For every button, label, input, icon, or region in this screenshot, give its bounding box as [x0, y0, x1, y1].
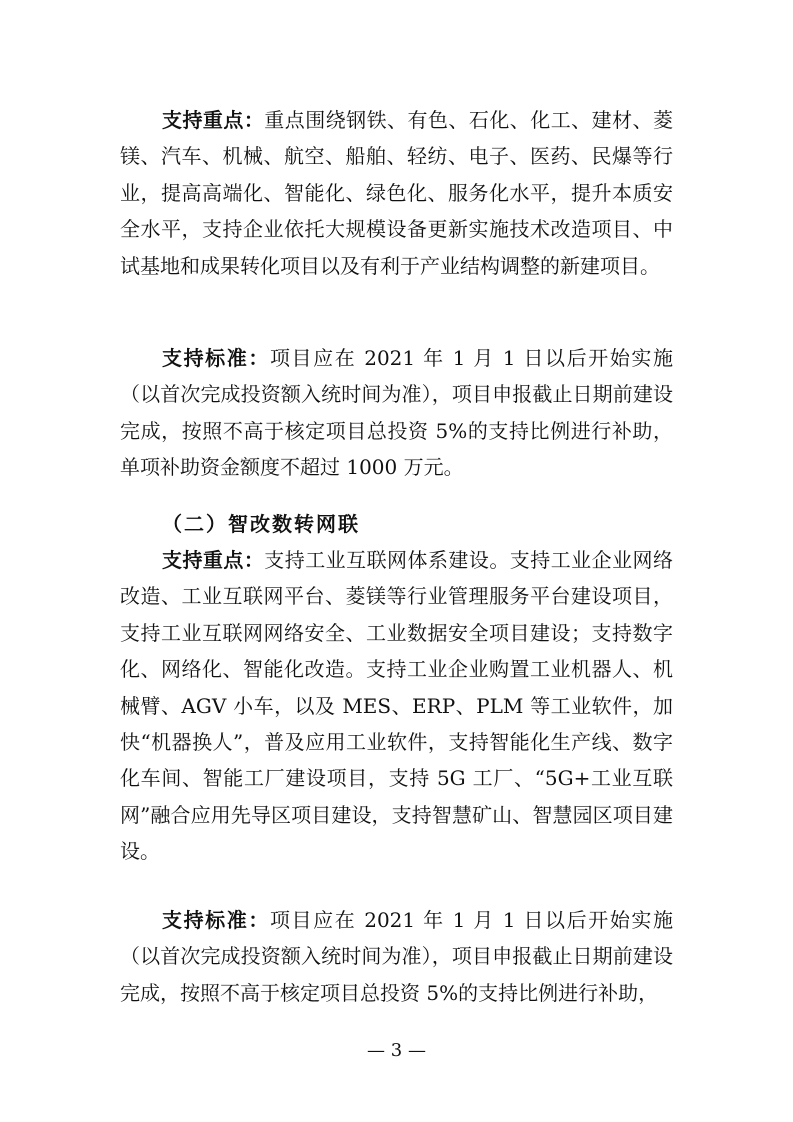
section2-focus-paragraph	[120, 542, 673, 870]
section2-standard-text: 项目应在 2021 年 1 月 1 日以后开始实施（以首次完成投资额入统时间为准），项目申报截止日期前建设完成，按照不高于核定项目总投资 5%的支持比例进行补助，	[120, 908, 673, 1005]
section1-focus-label: 支持重点：	[162, 108, 265, 132]
section2-standard-paragraph	[120, 902, 673, 1011]
section1-standard-text: 项目应在 2021 年 1 月 1 日以后开始实施（以首次完成投资额入统时间为准），项目申报截止日期前建设完成，按照不高于核定项目总投资 5%的支持比例进行补助，单项补助资金额度不超过 1000 万元。	[120, 346, 673, 480]
section1-focus-paragraph	[120, 102, 673, 284]
section1-standard-paragraph	[120, 340, 673, 486]
section2-focus-label: 支持重点：	[162, 548, 265, 572]
section1-standard-label: 支持标准：	[162, 346, 270, 370]
section1-focus-text: 重点围绕钢铁、有色、石化、化工、建材、菱镁、汽车、机械、航空、船舶、轻纺、电子、医药、民爆等行业，提高高端化、智能化、绿色化、服务化水平，提升本质安全水平，支持企业依托大规模设备更新实施技术改造项目、中试基地和成果转化项目以及有利于产业结构调整的新建项目。	[120, 108, 674, 278]
section2-heading: （二）智改数转网联	[162, 512, 360, 536]
section2-standard-label: 支持标准：	[162, 908, 270, 932]
page-number: — 3 —	[367, 1040, 426, 1061]
section2-focus-text: 支持工业互联网体系建设。支持工业企业网络改造、工业互联网平台、菱镁等行业管理服务平台建设项目，支持工业互联网网络安全、工业数据安全项目建设；支持数字化、网络化、智能化改造。支持工业企业购置工业机器人、机械臂、AGV 小车，以及 MES、ERP、PLM 等工业软件，加快“机器换人”，普及应用工业软件，支持智能化生产线、数字化车间、智能工厂建设项目，支持 5G 工厂、“5G+工业互联网”融合应用先导区项目建设，支持智慧矿山、智慧园区项目建设。	[120, 548, 674, 864]
